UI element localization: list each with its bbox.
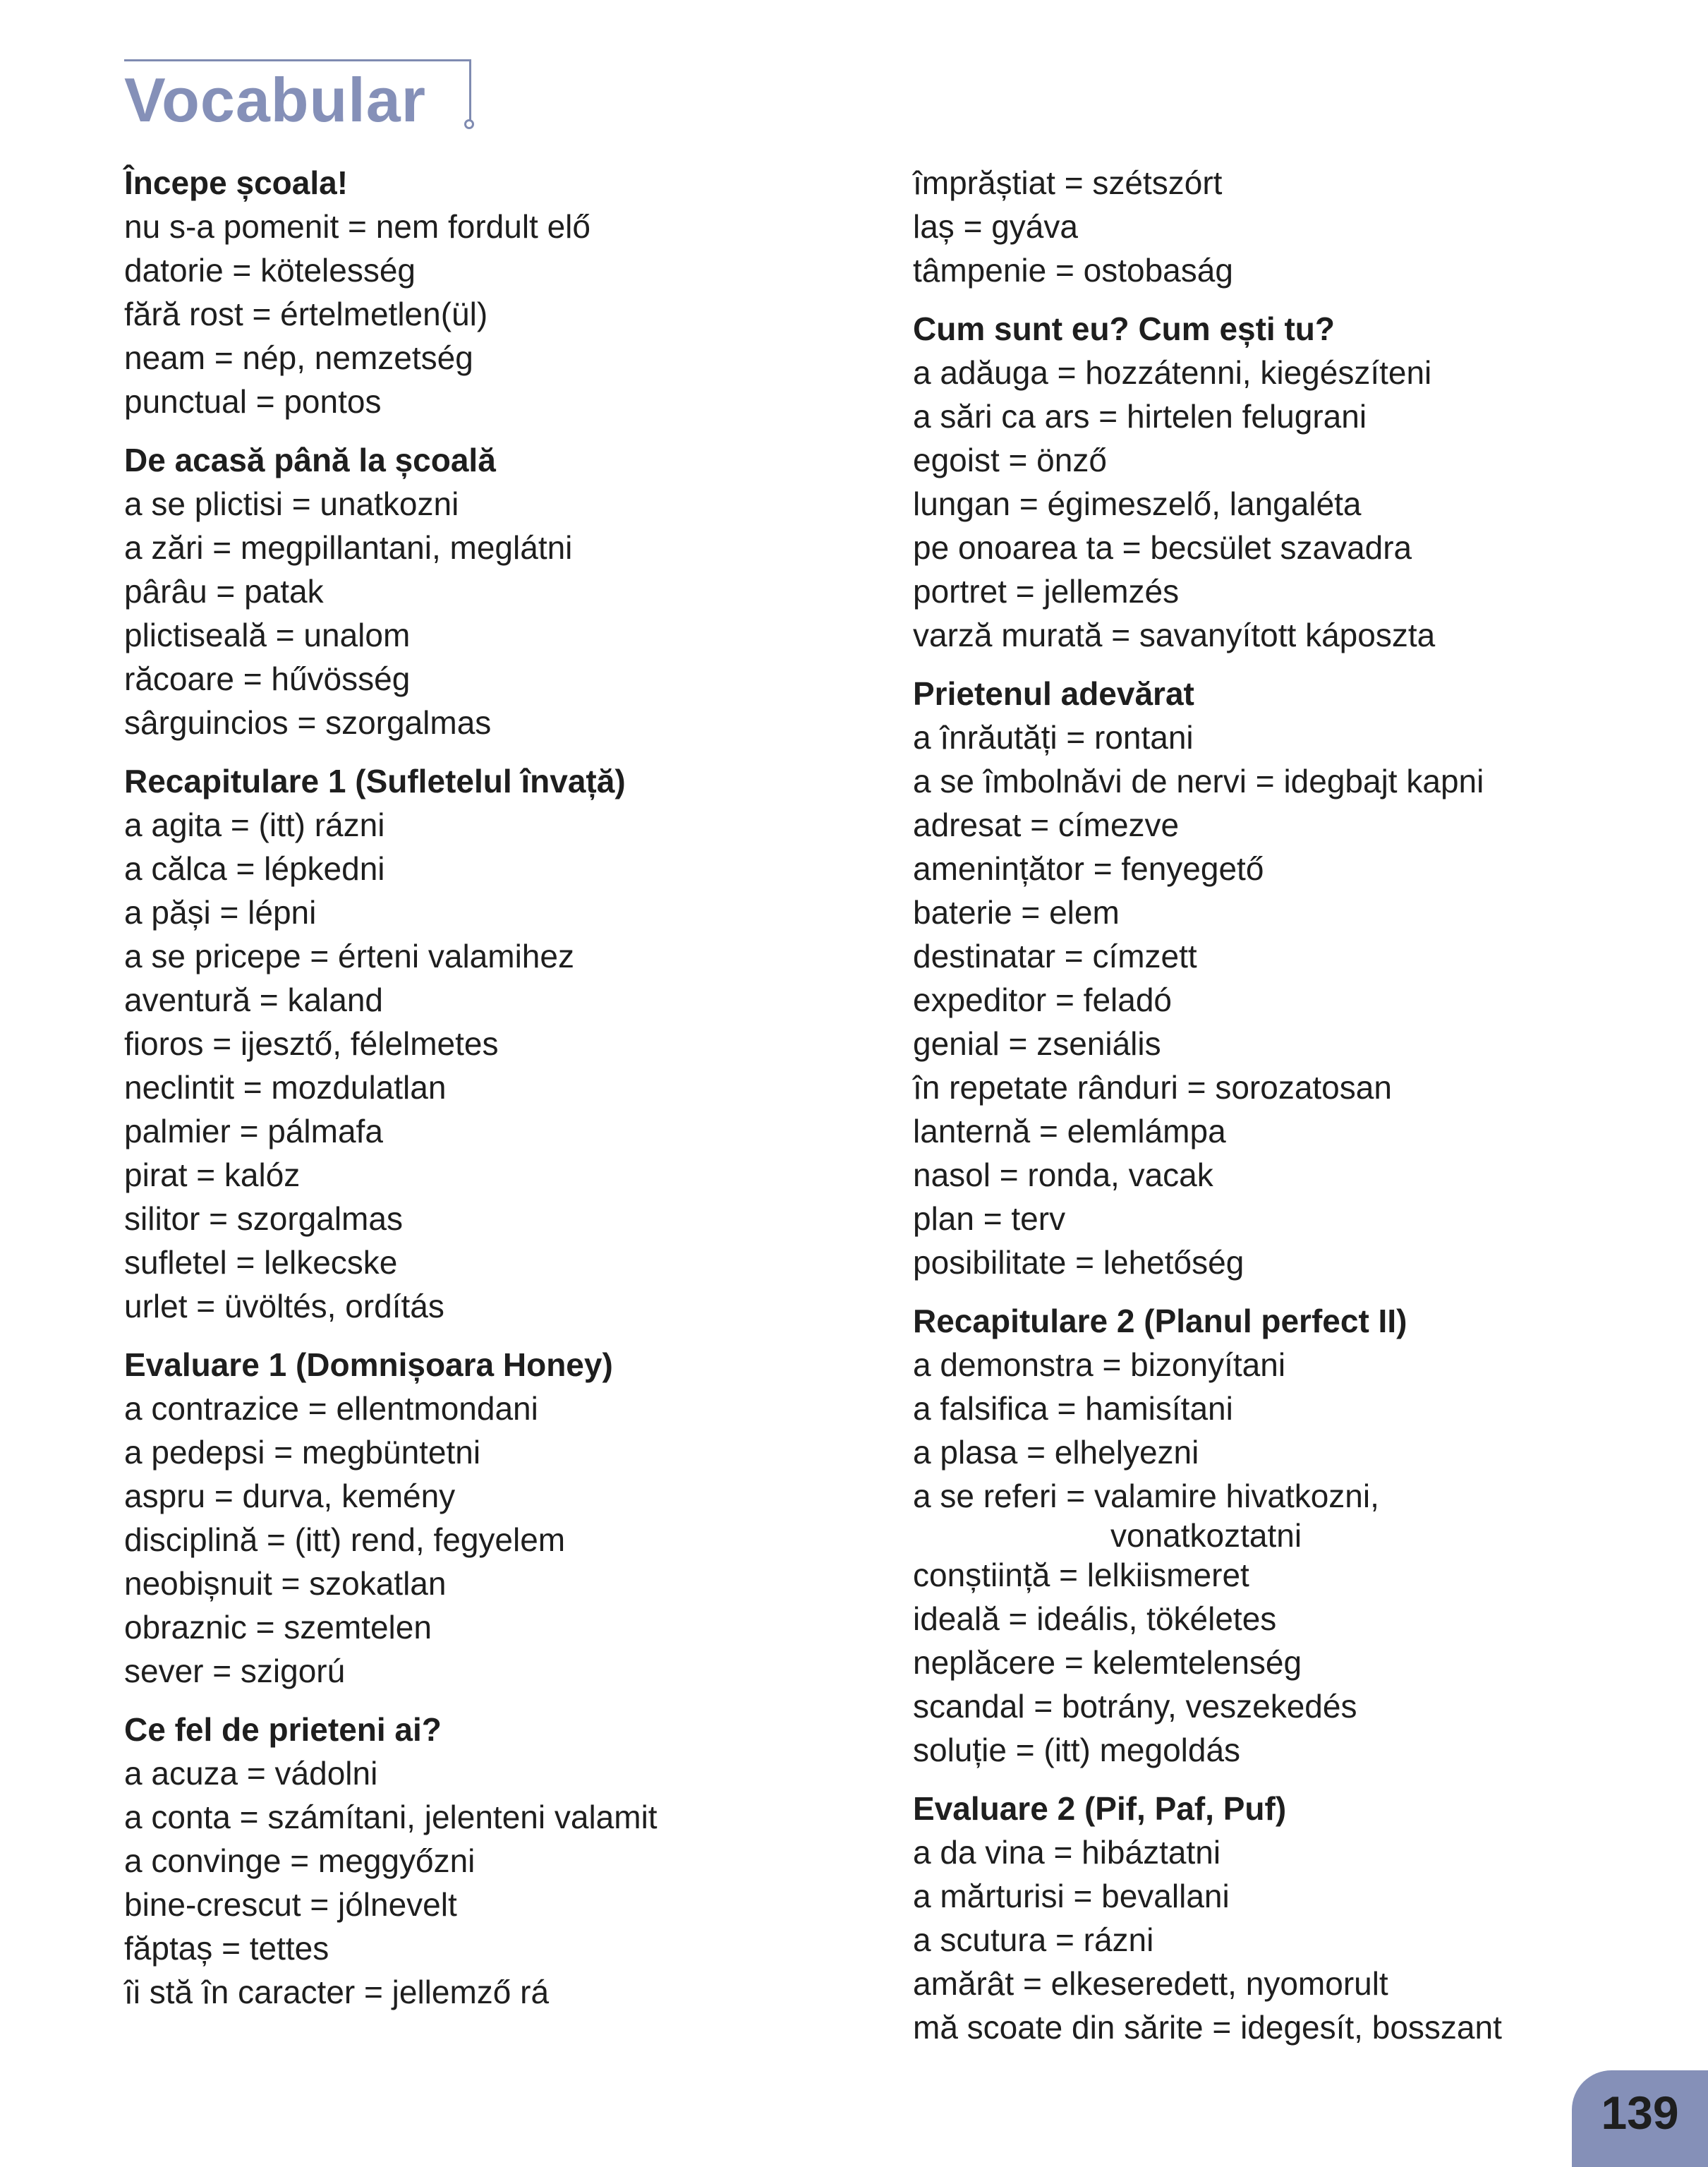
- vocabulary-section: [913, 672, 1618, 1284]
- vocabulary-entry: aspru = durva, kemény: [124, 1478, 456, 1514]
- vocabulary-entry: nu s-a pomenit = nem fordult elő: [124, 208, 590, 245]
- vocabulary-entry: împrăștiat = szétszórt: [913, 164, 1223, 201]
- section-heading: Recapitulare 2 (Planul perfect II): [913, 1303, 1407, 1339]
- vocabulary-entry: [913, 1474, 1618, 1553]
- section-heading: Cum sunt eu? Cum ești tu?: [913, 310, 1335, 347]
- section-heading: Evaluare 2 (Pif, Paf, Puf): [913, 1790, 1287, 1827]
- vocabulary-entry: obraznic = szemtelen: [124, 1609, 432, 1646]
- vocabulary-entry: egoist = önző: [913, 442, 1107, 478]
- vocabulary-entry: amărât = elkeseredett, nyomorult: [913, 1965, 1388, 2002]
- vocabulary-entry: silitor = szorgalmas: [124, 1200, 403, 1237]
- vocabulary-entry: a scutura = rázni: [913, 1921, 1154, 1958]
- vocabulary-entry: răcoare = hűvösség: [124, 660, 411, 697]
- section-heading: De acasă până la școală: [124, 442, 496, 478]
- vocabulary-entry: a păși = lépni: [124, 894, 317, 931]
- vocabulary-entry: genial = zseniális: [913, 1025, 1161, 1062]
- vocabulary-entry: bine-crescut = jólnevelt: [124, 1886, 457, 1923]
- vocabulary-entry: laș = gyáva: [913, 208, 1078, 245]
- vocabulary-entry: plictiseală = unalom: [124, 617, 411, 653]
- vocabulary-column-left: [124, 161, 886, 2029]
- vocabulary-entry: destinatar = címzett: [913, 938, 1197, 974]
- vocabulary-entry: fioros = ijesztő, félelmetes: [124, 1025, 499, 1062]
- vocabulary-section: [124, 1708, 886, 2014]
- vocabulary-entry: a da vina = hibáztatni: [913, 1834, 1221, 1871]
- vocabulary-entry: adresat = címezve: [913, 807, 1180, 843]
- title-frame-dot: [464, 119, 474, 129]
- vocabulary-entry: a plasa = elhelyezni: [913, 1434, 1199, 1471]
- vocabulary-entry: urlet = üvöltés, ordítás: [124, 1288, 444, 1324]
- vocabulary-entry: a sări ca ars = hirtelen felugrani: [913, 398, 1367, 435]
- section-heading: Recapitulare 1 (Sufletelul învață): [124, 763, 626, 799]
- vocabulary-section: [913, 307, 1618, 657]
- vocabulary-entry: expeditor = feladó: [913, 982, 1172, 1018]
- vocabulary-entry: ideală = ideális, tökéletes: [913, 1600, 1277, 1637]
- vocabulary-entry: plan = terv: [913, 1200, 1066, 1237]
- vocabulary-entry: pirat = kalóz: [124, 1157, 301, 1193]
- vocabulary-entry: fără rost = értelmetlen(ül): [124, 296, 488, 332]
- vocabulary-entry: a mărturisi = bevallani: [913, 1878, 1230, 1914]
- vocabulary-entry: a falsifica = hamisítani: [913, 1390, 1233, 1427]
- vocabulary-entry: portret = jellemzés: [913, 573, 1180, 610]
- vocabulary-section: [124, 161, 886, 423]
- vocabulary-section: [913, 1787, 1618, 2049]
- vocabulary-section: [913, 1299, 1618, 1772]
- vocabulary-entry: amenințător = fenyegető: [913, 850, 1264, 887]
- vocabulary-section: [124, 1343, 886, 1693]
- vocabulary-entry: baterie = elem: [913, 894, 1120, 931]
- vocabulary-entry: neobișnuit = szokatlan: [124, 1565, 447, 1602]
- vocabulary-entry: a conta = számítani, jelenteni valamit: [124, 1799, 658, 1835]
- vocabulary-entry: nasol = ronda, vacak: [913, 1157, 1213, 1193]
- vocabulary-entry: a adăuga = hozzátenni, kiegészíteni: [913, 354, 1432, 391]
- vocabulary-entry: a înrăutăți = rontani: [913, 719, 1194, 756]
- vocabulary-entry: sârguincios = szorgalmas: [124, 704, 492, 741]
- section-heading: Ce fel de prieteni ai?: [124, 1711, 442, 1748]
- vocabulary-entry: pârâu = patak: [124, 573, 324, 610]
- vocabulary-entry: a demonstra = bizonyítani: [913, 1346, 1286, 1383]
- vocabulary-entry: mă scoate din sărite = idegesít, bosszant: [913, 2009, 1502, 2046]
- vocabulary-entry: a se pricepe = érteni valamihez: [124, 938, 574, 974]
- vocabulary-entry: varză murată = savanyított káposzta: [913, 617, 1436, 653]
- vocabulary-entry: neplăcere = kelemtelenség: [913, 1644, 1302, 1681]
- vocabulary-entry: punctual = pontos: [124, 383, 382, 420]
- vocabulary-entry: tâmpenie = ostobaság: [913, 252, 1233, 289]
- vocabulary-entry: sever = szigorú: [124, 1653, 346, 1689]
- vocabulary-entry: făptaș = tettes: [124, 1930, 329, 1967]
- vocabulary-entry: a pedepsi = megbüntetni: [124, 1434, 481, 1471]
- vocabulary-section: [124, 759, 886, 1328]
- vocabulary-entry: în repetate rânduri = sorozatosan: [913, 1069, 1392, 1106]
- vocabulary-entry-text: a se referi = valamire hivatkozni,: [913, 1478, 1379, 1514]
- vocabulary-section: [124, 438, 886, 744]
- vocabulary-entry: soluție = (itt) megoldás: [913, 1732, 1241, 1768]
- vocabulary-column-right: [913, 161, 1618, 2064]
- vocabulary-entry: sufletel = lelkecske: [124, 1244, 398, 1281]
- vocabulary-entry: datorie = kötelesség: [124, 252, 416, 289]
- vocabulary-entry: neclintit = mozdulatlan: [124, 1069, 447, 1106]
- vocabulary-entry: palmier = pálmafa: [124, 1113, 383, 1149]
- vocabulary-entry: posibilitate = lehetőség: [913, 1244, 1244, 1281]
- vocabulary-entry: a convinge = meggyőzni: [124, 1842, 476, 1879]
- vocabulary-entry: scandal = botrány, veszekedés: [913, 1688, 1357, 1725]
- vocabulary-entry: aventură = kaland: [124, 982, 383, 1018]
- vocabulary-entry: neam = nép, nemzetség: [124, 339, 473, 376]
- section-heading: Evaluare 1 (Domnișoara Honey): [124, 1346, 613, 1383]
- vocabulary-entry-continuation: vonatkoztatni: [1110, 1517, 1302, 1554]
- vocabulary-entry: a se îmbolnăvi de nervi = idegbajt kapni: [913, 763, 1484, 799]
- vocabulary-entry: a se plictisi = unatkozni: [124, 485, 459, 522]
- vocabulary-entry: pe onoarea ta = becsület szavadra: [913, 529, 1412, 566]
- vocabulary-entry: a zări = megpillantani, meglátni: [124, 529, 573, 566]
- vocabulary-entry: disciplină = (itt) rend, fegyelem: [124, 1521, 566, 1558]
- page-title: Vocabular: [124, 65, 426, 135]
- section-heading: Prietenul adevărat: [913, 675, 1194, 712]
- section-heading: Începe școala!: [124, 164, 349, 201]
- vocabulary-entry: conștiință = lelkiismeret: [913, 1557, 1249, 1593]
- vocabulary-entry: a agita = (itt) rázni: [124, 807, 385, 843]
- vocabulary-entry: a călca = lépkedni: [124, 850, 385, 887]
- vocabulary-entry: lungan = égimeszelő, langaléta: [913, 485, 1362, 522]
- vocabulary-section: [913, 161, 1618, 292]
- vocabulary-entry: a contrazice = ellentmondani: [124, 1390, 538, 1427]
- vocabulary-entry: a acuza = vádolni: [124, 1755, 378, 1792]
- page-number: 139: [1601, 2087, 1679, 2139]
- vocabulary-entry: lanternă = elemlámpa: [913, 1113, 1226, 1149]
- vocabulary-entry: îi stă în caracter = jellemző rá: [124, 1974, 550, 2010]
